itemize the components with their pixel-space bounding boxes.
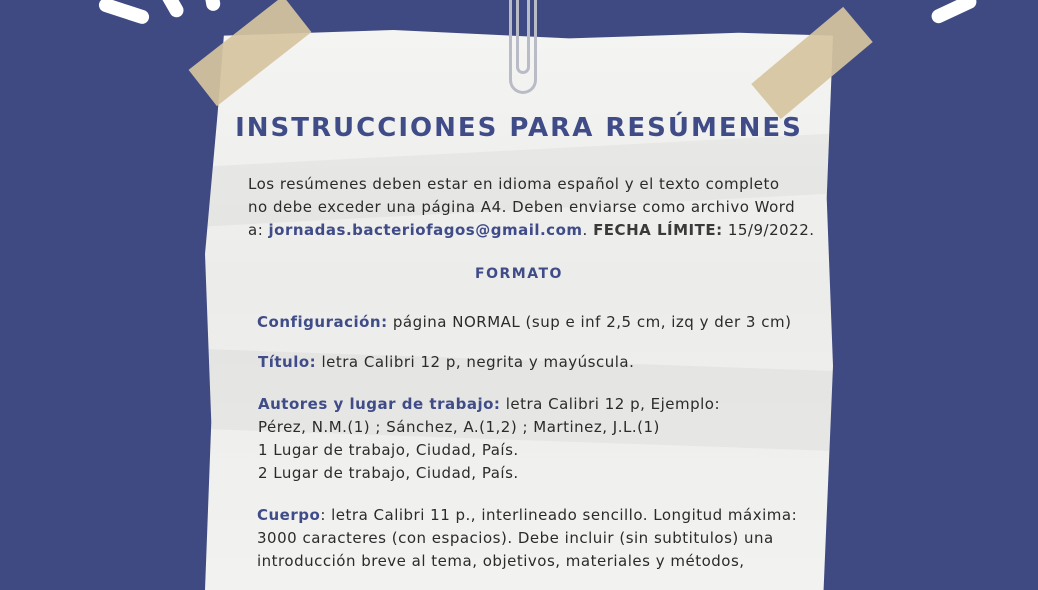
cuerpo-line-3: introducción breve al tema, objetivos, materiales y métodos, [257, 552, 745, 570]
autores-text: letra Calibri 12 p, Ejemplo: [500, 395, 721, 413]
decor-stroke [929, 0, 978, 25]
decor-stroke [97, 0, 151, 26]
autores-affil-1: 1 Lugar de trabajo, Ciudad, País. [258, 441, 519, 459]
paperclip-inner [516, 0, 530, 74]
section-cuerpo [257, 504, 817, 573]
cuerpo-text: : letra Calibri 11 p., interlineado sencillo. Longitud máxima: [320, 506, 798, 524]
section-config [257, 311, 817, 334]
contact-email[interactable]: jornadas.bacteriofagos@gmail.com [268, 221, 583, 239]
cuerpo-label: Cuerpo [257, 506, 321, 524]
intro-paragraph [248, 173, 828, 242]
intro-line-1: Los resúmenes deben estar en idioma español y el texto completo [248, 175, 780, 193]
deadline-label: FECHA LÍMITE: [593, 221, 723, 239]
autores-example: Pérez, N.M.(1) ; Sánchez, A.(1,2) ; Martinez, J.L.(1) [258, 418, 660, 436]
intro-line-2: no debe exceder una página A4. Deben enviarse como archivo Word [248, 198, 796, 216]
titulo-label: Título: [258, 353, 317, 371]
decor-stroke [203, 0, 222, 12]
section-titulo [258, 351, 818, 374]
intro-separator: . [582, 221, 594, 239]
config-label: Configuración: [257, 313, 388, 331]
deadline-value: 15/9/2022. [722, 221, 815, 239]
decor-stroke [154, 0, 186, 20]
page-title: INSTRUCCIONES PARA RESÚMENES [235, 113, 803, 143]
section-autores [258, 393, 818, 485]
autores-label: Autores y lugar de trabajo: [258, 395, 501, 413]
titulo-text: letra Calibri 12 p, negrita y mayúscula. [316, 353, 635, 371]
config-text: página NORMAL (sup e inf 2,5 cm, izq y der 3 cm) [387, 313, 792, 331]
autores-affil-2: 2 Lugar de trabajo, Ciudad, País. [258, 464, 519, 482]
intro-prefix: a: [248, 221, 269, 239]
format-heading: FORMATO [475, 266, 563, 282]
intro-line-3 [248, 219, 828, 242]
cuerpo-line-2: 3000 caracteres (con espacios). Debe incluir (sin subtitulos) una [257, 529, 774, 547]
